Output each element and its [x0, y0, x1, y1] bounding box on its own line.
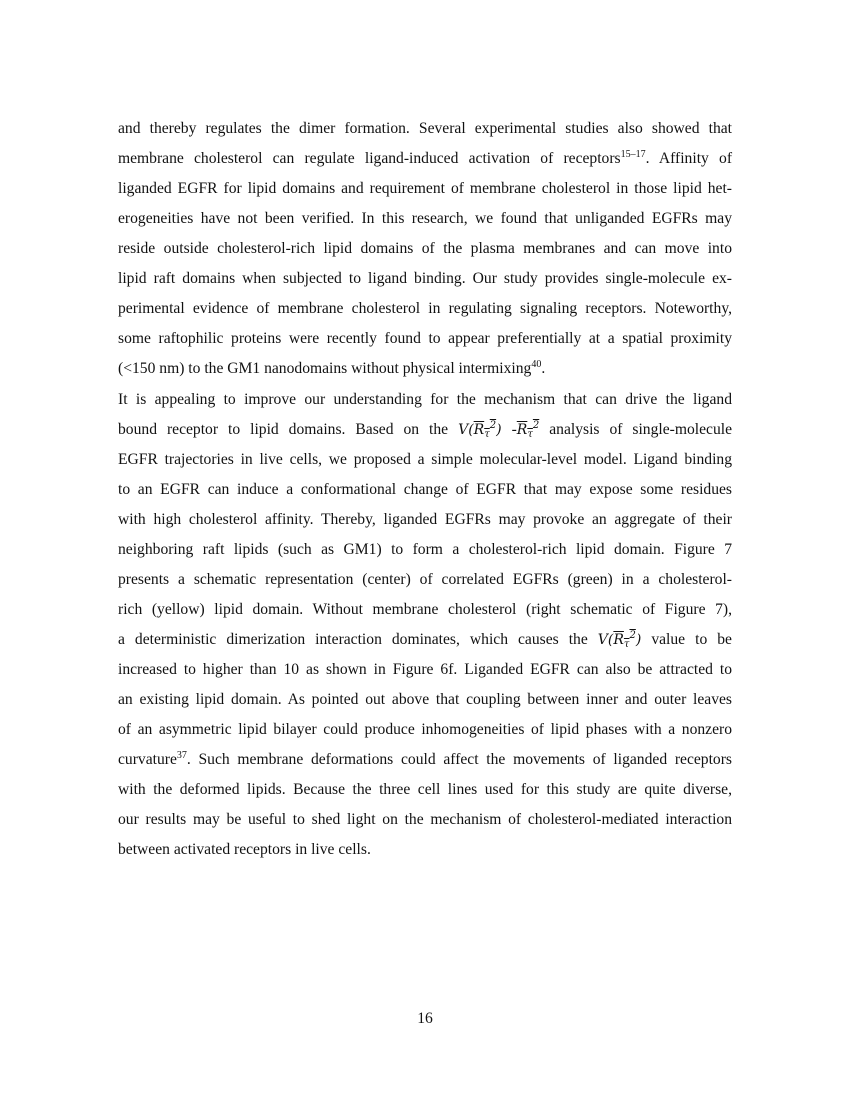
math-subscript: τ — [623, 639, 630, 650]
text-span: bound receptor to lipid domains. Based on the — [118, 421, 449, 438]
math-superscript: 2 — [629, 630, 636, 641]
text-line: some raftophilic proteins were recently found to appear preferentially at a spatial proximity — [118, 330, 732, 347]
citation-ref: 40 — [531, 359, 542, 370]
text-line: and thereby regulates the dimer formation. Several experimental studies also showed that — [118, 120, 732, 137]
text-line: with high cholesterol affinity. Thereby, liganded EGFRs may provoke an aggregate of their — [118, 511, 732, 528]
citation-ref: 15–17 — [620, 149, 646, 160]
text-span: . Affinity of — [645, 150, 733, 167]
text-line: an existing lipid domain. As pointed out above that coupling between inner and outer leaves — [118, 691, 732, 708]
text-span: - — [511, 421, 517, 438]
math-mean-expression — [517, 422, 539, 438]
text-line: It is appealing to improve our understanding for the mechanism that can drive the ligand — [118, 391, 732, 408]
text-span: membrane cholesterol can regulate ligand-induced activation of receptors — [118, 150, 621, 167]
text-line: reside outside cholesterol-rich lipid domains of the plasma membranes and can move into — [118, 240, 732, 257]
text-line: to an EGFR can induce a conformational change of EGFR that may expose some residues — [118, 481, 732, 498]
text-span: a deterministic dimerization interaction dominates, which causes the — [118, 631, 588, 648]
text-line: neighboring raft lipids (such as GM1) to form a cholesterol-rich lipid domain. Figure 7 — [118, 541, 732, 558]
text-line: perimental evidence of membrane cholesterol in regulating signaling receptors. Noteworthy, — [118, 300, 732, 317]
text-line — [118, 749, 732, 771]
text-line: lipid raft domains when subjected to ligand binding. Our study provides single-molecule ex- — [118, 270, 732, 287]
page-number: 16 — [417, 1010, 433, 1027]
math-part: $V(\overline{R}$ — [597, 632, 624, 648]
text-line: increased to higher than 10 as shown in Figure 6f. Liganded EGFR can also be attracted to — [118, 661, 732, 678]
text-line: rich (yellow) lipid domain. Without membrane cholesterol (right schematic of Figure 7), — [118, 601, 732, 618]
text-line: between activated receptors in live cells. — [118, 841, 371, 858]
math-superscript: 2 — [489, 420, 497, 431]
text-span: analysis of single-molecule — [549, 421, 733, 438]
math-subscript: τ — [484, 429, 490, 440]
text-span: curvature — [118, 751, 177, 768]
math-part: ) — [496, 422, 502, 438]
text-line: erogeneities have not been verified. In this research, we found that unliganded EGFRs may — [118, 210, 732, 227]
text-line — [118, 148, 732, 170]
math-subscript: τ — [527, 429, 533, 440]
math-part: $V(\overline{R}$ — [458, 422, 485, 438]
text-line: EGFR trajectories in live cells, we proposed a simple molecular-level model. Ligand binding — [118, 451, 732, 468]
text-line — [118, 358, 732, 380]
math-superscript: 2 — [532, 420, 540, 431]
text-span: value to be — [651, 631, 732, 648]
page-body — [118, 0, 732, 1100]
math-part: ) — [635, 632, 642, 648]
text-span: . — [541, 360, 546, 377]
text-line: with the deformed lipids. Because the three cell lines used for this study are quite diverse, — [118, 781, 732, 798]
citation-ref: 37 — [176, 750, 187, 761]
text-span: . Such membrane deformations could affect the movements of liganded receptors — [186, 751, 732, 768]
text-line: of an asymmetric lipid bilayer could produce inhomogeneities of lipid phases with a nonzero — [118, 721, 732, 738]
math-variance-expression — [458, 422, 502, 438]
text-line: liganded EGFR for lipid domains and requirement of membrane cholesterol in those lipid het- — [118, 180, 732, 197]
math-variance-expression — [598, 632, 642, 648]
math-part: $\overline{R}$ — [516, 422, 528, 438]
text-line: presents a schematic representation (center) of correlated EGFRs (green) in a cholesterol- — [118, 571, 732, 588]
text-span: (<150 nm) to the GM1 nanodomains without physical intermixing — [118, 360, 532, 377]
text-line — [118, 419, 732, 441]
text-line: our results may be useful to shed light on the mechanism of cholesterol-mediated interaction — [118, 811, 732, 828]
text-line — [118, 629, 732, 651]
